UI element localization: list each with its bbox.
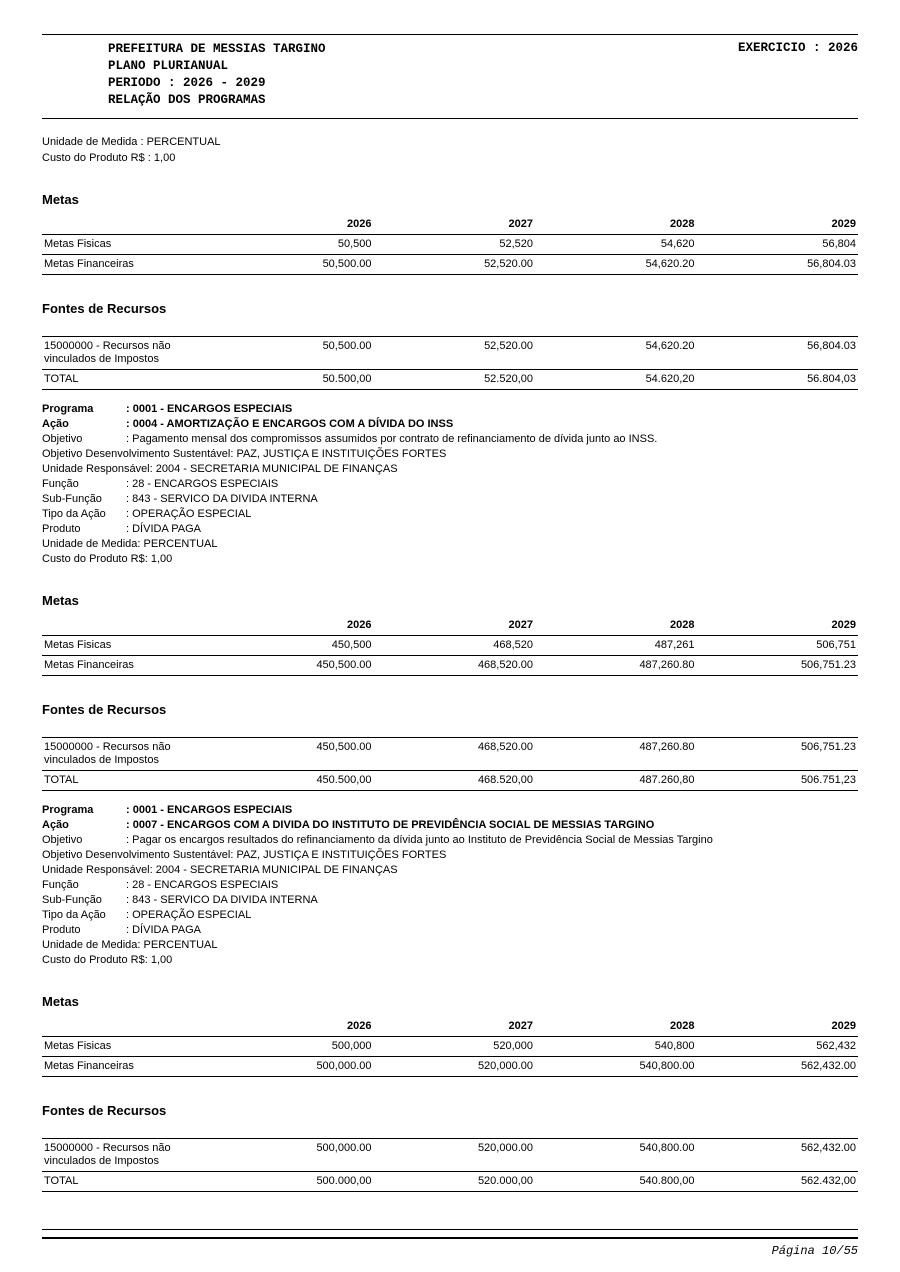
cell-value: 52,520.00 xyxy=(374,255,536,275)
program-value: : 0007 - ENCARGOS COM A DIVIDA DO INSTITUTO DE PREVIDÊNCIA SOCIAL DE MESSIAS TARGINO xyxy=(126,819,655,831)
program-value: : Pagar os encargos resultados do refinanciamento da dívida junto ao Instituto de Previdência Social de Messias Targino xyxy=(126,834,713,846)
table-row xyxy=(42,337,858,370)
program-key: Programa xyxy=(42,403,94,415)
program-key: Produto xyxy=(42,523,81,535)
program-value: : Pagamento mensal dos compromissos assumidos por contrato de refinanciamento de dívida junto ao INSS. xyxy=(126,433,658,445)
header-periodo: PERIODO : 2026 - 2029 xyxy=(108,76,266,90)
cell-value: 54,620 xyxy=(535,235,697,255)
cell-value: 562.432,00 xyxy=(697,1172,859,1192)
cell-value: 50,500 xyxy=(212,235,374,255)
row-label: 15000000 - Recursos não vinculados de Impostos xyxy=(42,738,212,771)
empty-header-cell xyxy=(42,616,212,636)
table-row xyxy=(42,636,858,656)
cell-value: 56.804,03 xyxy=(697,370,859,390)
year-header: 2027 xyxy=(374,1017,536,1037)
row-label: Metas Financeiras xyxy=(42,656,212,676)
row-label: TOTAL xyxy=(42,771,212,791)
row-label: Metas Fisicas xyxy=(42,1037,212,1057)
program-key: Custo do Produto R$ xyxy=(42,553,145,565)
cell-value: 540.800,00 xyxy=(535,1172,697,1192)
cell-value: 487,261 xyxy=(535,636,697,656)
year-header: 2029 xyxy=(697,1017,859,1037)
program-key: Objetivo Desenvolvimento Sustentável xyxy=(42,448,231,460)
program-row xyxy=(42,552,858,567)
table-row xyxy=(42,235,858,255)
program-value: : OPERAÇÃO ESPECIAL xyxy=(126,508,252,520)
table-row xyxy=(42,738,858,771)
year-header: 2027 xyxy=(374,616,536,636)
cell-value: 520,000.00 xyxy=(374,1057,536,1077)
year-header-row xyxy=(42,616,858,636)
page-footer xyxy=(42,1229,858,1258)
header-exercicio: EXERCICIO : 2026 xyxy=(737,41,858,55)
metas-heading: Metas xyxy=(42,192,79,207)
program-key: Função xyxy=(42,478,79,490)
metas-table xyxy=(42,215,858,275)
cell-value: 500,000 xyxy=(212,1037,374,1057)
program-value: : PAZ, JUSTIÇA E INSTITUIÇÕES FORTES xyxy=(230,849,447,861)
empty-header-cell xyxy=(42,215,212,235)
program-value: : PAZ, JUSTIÇA E INSTITUIÇÕES FORTES xyxy=(230,448,447,460)
table-row xyxy=(42,656,858,676)
program-info xyxy=(42,803,858,968)
program-value: : 28 - ENCARGOS ESPECIAIS xyxy=(126,478,279,490)
cell-value: 52,520.00 xyxy=(374,337,536,370)
program-row xyxy=(42,863,858,878)
year-header: 2026 xyxy=(212,1017,374,1037)
row-label: Metas Fisicas xyxy=(42,636,212,656)
year-header: 2029 xyxy=(697,215,859,235)
cell-value: 562,432.00 xyxy=(697,1057,859,1077)
metas-section xyxy=(42,192,858,275)
cell-value: 506,751.23 xyxy=(697,738,859,771)
program-row xyxy=(42,402,858,417)
header-relacao: RELAÇÃO DOS PROGRAMAS xyxy=(108,93,266,107)
metas-heading: Metas xyxy=(42,593,79,608)
program-row xyxy=(42,417,858,432)
program-key: Ação xyxy=(42,819,69,831)
metas-heading: Metas xyxy=(42,994,79,1009)
cell-value: 487.260,80 xyxy=(535,771,697,791)
cell-value: 487,260.80 xyxy=(535,656,697,676)
row-label: 15000000 - Recursos não vinculados de Impostos xyxy=(42,337,212,370)
program-row xyxy=(42,447,858,462)
cell-value: 450.500,00 xyxy=(212,771,374,791)
program-key: Unidade Responsável xyxy=(42,864,150,876)
cell-value: 50,500.00 xyxy=(212,255,374,275)
cell-value: 562,432.00 xyxy=(697,1139,859,1172)
program-row xyxy=(42,462,858,477)
program-row xyxy=(42,938,858,953)
program-row xyxy=(42,818,858,833)
table-row xyxy=(42,255,858,275)
program-row xyxy=(42,507,858,522)
empty-header-cell xyxy=(42,1017,212,1037)
cell-value: 50,500.00 xyxy=(212,337,374,370)
program-row xyxy=(42,477,858,492)
year-header: 2026 xyxy=(212,616,374,636)
program-key: Ação xyxy=(42,418,69,430)
metas-section xyxy=(42,593,858,676)
program-info xyxy=(42,402,858,567)
cell-value: 468.520,00 xyxy=(374,771,536,791)
program-value: : 843 - SERVICO DA DIVIDA INTERNA xyxy=(126,894,318,906)
cell-value: 50.500,00 xyxy=(212,370,374,390)
program-row xyxy=(42,878,858,893)
total-row xyxy=(42,771,858,791)
row-label: 15000000 - Recursos não vinculados de Impostos xyxy=(42,1139,212,1172)
cell-value: 56,804 xyxy=(697,235,859,255)
cell-value: 56,804.03 xyxy=(697,337,859,370)
cell-value: 520,000 xyxy=(374,1037,536,1057)
year-header: 2026 xyxy=(212,215,374,235)
row-label: Metas Fisicas xyxy=(42,235,212,255)
fontes-heading: Fontes de Recursos xyxy=(42,301,167,316)
table-row xyxy=(42,1057,858,1077)
program-value: : DÍVIDA PAGA xyxy=(126,924,201,936)
cell-value: 468,520.00 xyxy=(374,738,536,771)
program-key: Unidade Responsável xyxy=(42,463,150,475)
year-header: 2027 xyxy=(374,215,536,235)
cell-value: 54,620.20 xyxy=(535,255,697,275)
year-header: 2028 xyxy=(535,215,697,235)
year-header-row xyxy=(42,1017,858,1037)
metas-section xyxy=(42,994,858,1077)
year-header: 2028 xyxy=(535,616,697,636)
cell-value: 500,000.00 xyxy=(212,1139,374,1172)
cell-value: 506,751.23 xyxy=(697,656,859,676)
intro-block xyxy=(42,134,858,166)
footer-rule-bottom xyxy=(42,1237,858,1239)
program-row xyxy=(42,953,858,968)
program-key: Objetivo Desenvolvimento Sustentável xyxy=(42,849,231,861)
program-key: Custo do Produto R$ xyxy=(42,954,145,966)
cell-value: 500,000.00 xyxy=(212,1057,374,1077)
program-value: : DÍVIDA PAGA xyxy=(126,523,201,535)
cell-value: 520,000.00 xyxy=(374,1139,536,1172)
program-row xyxy=(42,537,858,552)
program-key: Sub-Função xyxy=(42,493,102,505)
cell-value: 540,800.00 xyxy=(535,1057,697,1077)
fontes-table xyxy=(42,336,858,390)
program-row xyxy=(42,833,858,848)
footer-rule-top xyxy=(42,1229,858,1230)
program-value: : OPERAÇÃO ESPECIAL xyxy=(126,909,252,921)
cell-value: 52,520 xyxy=(374,235,536,255)
program-row xyxy=(42,492,858,507)
program-row xyxy=(42,848,858,863)
program-row xyxy=(42,432,858,447)
program-key: Tipo da Ação xyxy=(42,508,106,520)
cell-value: 468,520 xyxy=(374,636,536,656)
program-value: : 2004 - SECRETARIA MUNICIPAL DE FINANÇAS xyxy=(149,864,398,876)
program-row xyxy=(42,522,858,537)
program-key: Unidade de Medida xyxy=(42,538,138,550)
fontes-section xyxy=(42,1103,858,1192)
metas-table xyxy=(42,616,858,676)
program-key: Programa xyxy=(42,804,94,816)
row-label: Metas Financeiras xyxy=(42,1057,212,1077)
program-key: Função xyxy=(42,879,79,891)
fontes-heading: Fontes de Recursos xyxy=(42,1103,167,1118)
fontes-heading: Fontes de Recursos xyxy=(42,702,167,717)
intro-unidade-medida: Unidade de Medida : PERCENTUAL xyxy=(42,136,221,148)
cell-value: 500.000,00 xyxy=(212,1172,374,1192)
program-key: Objetivo xyxy=(42,433,83,445)
fontes-section xyxy=(42,702,858,791)
cell-value: 540,800.00 xyxy=(535,1139,697,1172)
row-label: TOTAL xyxy=(42,370,212,390)
fontes-section xyxy=(42,301,858,390)
program-value: : 0001 - ENCARGOS ESPECIAIS xyxy=(126,804,293,816)
header-title: PREFEITURA DE MESSIAS TARGINO xyxy=(108,42,326,56)
table-row xyxy=(42,1037,858,1057)
cell-value: 54,620.20 xyxy=(535,337,697,370)
cell-value: 562,432 xyxy=(697,1037,859,1057)
cell-value: 450,500 xyxy=(212,636,374,656)
program-key: Tipo da Ação xyxy=(42,909,106,921)
total-row xyxy=(42,370,858,390)
cell-value: 56,804.03 xyxy=(697,255,859,275)
table-row xyxy=(42,1139,858,1172)
fontes-table xyxy=(42,737,858,791)
program-value: : 28 - ENCARGOS ESPECIAIS xyxy=(126,879,279,891)
program-value: : 0001 - ENCARGOS ESPECIAIS xyxy=(126,403,293,415)
program-value: : PERCENTUAL xyxy=(137,538,218,550)
program-row xyxy=(42,803,858,818)
row-label: TOTAL xyxy=(42,1172,212,1192)
program-value: : 1,00 xyxy=(144,954,173,966)
program-value: : 1,00 xyxy=(144,553,173,565)
cell-value: 54.620,20 xyxy=(535,370,697,390)
program-key: Produto xyxy=(42,924,81,936)
program-row xyxy=(42,923,858,938)
program-row xyxy=(42,893,858,908)
total-row xyxy=(42,1172,858,1192)
program-value: : 2004 - SECRETARIA MUNICIPAL DE FINANÇAS xyxy=(149,463,398,475)
program-key: Unidade de Medida xyxy=(42,939,138,951)
program-key: Sub-Função xyxy=(42,894,102,906)
cell-value: 450,500.00 xyxy=(212,738,374,771)
cell-value: 450,500.00 xyxy=(212,656,374,676)
cell-value: 506.751,23 xyxy=(697,771,859,791)
cell-value: 468,520.00 xyxy=(374,656,536,676)
page-number: Página 10/55 xyxy=(771,1244,858,1258)
program-row xyxy=(42,908,858,923)
metas-table xyxy=(42,1017,858,1077)
row-label: Metas Financeiras xyxy=(42,255,212,275)
cell-value: 506,751 xyxy=(697,636,859,656)
intro-custo-produto: Custo do Produto R$ : 1,00 xyxy=(42,152,176,164)
program-value: : PERCENTUAL xyxy=(137,939,218,951)
cell-value: 540,800 xyxy=(535,1037,697,1057)
program-key: Objetivo xyxy=(42,834,83,846)
program-value: : 843 - SERVICO DA DIVIDA INTERNA xyxy=(126,493,318,505)
year-header-row xyxy=(42,215,858,235)
cell-value: 52.520,00 xyxy=(374,370,536,390)
year-header: 2028 xyxy=(535,1017,697,1037)
cell-value: 487,260.80 xyxy=(535,738,697,771)
doc-header xyxy=(42,34,858,119)
fontes-table xyxy=(42,1138,858,1192)
cell-value: 520.000,00 xyxy=(374,1172,536,1192)
year-header: 2029 xyxy=(697,616,859,636)
header-plano: PLANO PLURIANUAL xyxy=(108,59,229,73)
program-value: : 0004 - AMORTIZAÇÃO E ENCARGOS COM A DÍVIDA DO INSS xyxy=(126,418,454,430)
